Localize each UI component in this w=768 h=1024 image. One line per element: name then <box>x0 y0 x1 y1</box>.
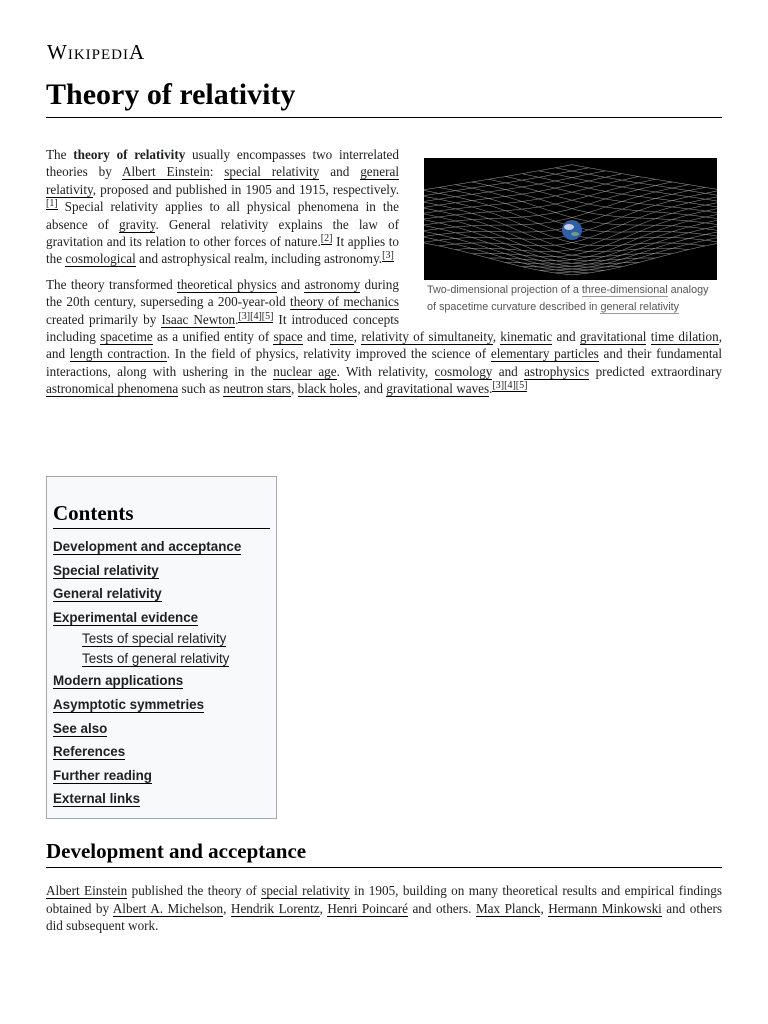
spacetime-curvature-image[interactable] <box>424 158 717 280</box>
toc-item-experimental-evidence[interactable]: Experimental evidence <box>53 609 199 625</box>
link-cosmology[interactable]: cosmology <box>434 363 493 379</box>
article-intro <box>46 146 722 406</box>
title-divider <box>46 117 722 118</box>
link-time[interactable]: time <box>330 329 354 345</box>
toc-item-modern-applications[interactable]: Modern applications <box>53 673 184 689</box>
link-theoretical-physics[interactable]: theoretical physics <box>177 276 277 292</box>
toc-item-further-reading[interactable]: Further reading <box>53 767 152 783</box>
thumbnail-figure <box>424 158 722 317</box>
link-minkowski[interactable]: Hermann Minkowski <box>548 900 662 916</box>
citation-2[interactable]: [2] <box>320 233 333 245</box>
link-lorentz[interactable]: Hendrik Lorentz <box>230 900 320 916</box>
citation-3[interactable]: [3] <box>382 250 394 262</box>
link-theory-of-mechanics[interactable]: theory of mechanics <box>290 294 399 310</box>
toc-item-asymptotic-symmetries[interactable]: Asymptotic symmetries <box>53 696 205 712</box>
link-albert-einstein-2[interactable]: Albert Einstein <box>46 883 128 898</box>
toc-list <box>53 535 270 811</box>
link-gravitational[interactable]: gravitational <box>579 329 647 345</box>
toc-title: Contents <box>53 501 270 529</box>
link-astronomical-phenomena[interactable]: astronomical phenomena <box>46 381 179 397</box>
caption-link-general-relativity[interactable]: general relativity <box>600 300 680 313</box>
citations-3-4-5[interactable]: [3][4][5] <box>238 310 274 322</box>
intro-paragraph-1: The theory of relativity usually encompasses two interrelated theories by Albert Einstein: special relativity and general relativity, proposed and published in 1905 and 1915, respectively.[1] Special relativity applies to all physical phenomena in the absence of gravity. General relativity explains the law of gravitation and its relation to other forces of nature.[2] It applies to the cosmological and astrophysical realm, including astronomy.[3] <box>46 147 399 267</box>
toc-item-references[interactable]: References <box>53 744 126 760</box>
section-heading-development: Development and acceptance <box>46 839 307 863</box>
wikipedia-wordmark[interactable]: WIKIPEDIA <box>47 40 146 64</box>
link-isaac-newton[interactable]: Isaac Newton <box>161 311 236 327</box>
figure-caption: Two-dimensional projection of a three-dimensional analogy of spacetime curvature described in general relativity <box>427 284 709 313</box>
link-astrophysics[interactable]: astrophysics <box>524 363 590 379</box>
page-title: Theory of relativity <box>46 78 296 111</box>
caption-link-three-dimensional[interactable]: three-dimensional <box>581 284 668 296</box>
link-space[interactable]: space <box>273 329 303 345</box>
section-divider <box>46 867 722 868</box>
link-neutron-stars[interactable]: neutron stars <box>223 381 292 397</box>
link-special-relativity[interactable]: special relativity <box>224 164 320 180</box>
link-max-planck[interactable]: Max Planck <box>475 900 541 916</box>
link-michelson[interactable]: Albert A. Michelson <box>112 900 224 916</box>
link-astronomy[interactable]: astronomy <box>304 276 361 292</box>
link-nuclear-age[interactable]: nuclear age <box>273 363 337 379</box>
development-paragraph: Albert Einstein published the theory of special relativity in 1905, building on many theoretical results and empirical findings obtained by Albert A. Michelson, Hendrik Lorentz, Henri Poincaré and others. Max Planck, Hermann Minkowski and others did subsequent work. <box>46 883 723 934</box>
toc-item-external-links[interactable]: External links <box>53 791 141 807</box>
link-kinematic[interactable]: kinematic <box>500 329 553 345</box>
toc-item-special-relativity[interactable]: Special relativity <box>53 562 159 578</box>
toc-item-general-relativity[interactable]: General relativity <box>53 586 162 602</box>
toc-subitem-tests-general[interactable]: Tests of general relativity <box>82 651 230 667</box>
link-poincare[interactable]: Henri Poincaré <box>327 900 408 916</box>
table-of-contents <box>46 476 277 819</box>
link-special-relativity-2[interactable]: special relativity <box>261 883 350 898</box>
link-spacetime[interactable]: spacetime <box>100 329 153 345</box>
link-length-contraction[interactable]: length contraction <box>69 346 167 362</box>
toc-subitem-tests-special[interactable]: Tests of special relativity <box>82 631 227 647</box>
toc-item-see-also[interactable]: See also <box>53 720 108 736</box>
intro-paragraph-2: The theory transformed theoretical physics and astronomy during the 20th century, superseding a 200-year-old theory of mechanics created primarily by Isaac Newton.[3][4][5] It introduced concepts including spacetime as a unified entity of space and time, relativity of simultaneity, kinematic and gravitational time dilation, and length contraction. In the field of physics, relativity improved the science of elementary particles and their fundamental interactions, along with ushering in the nuclear age. With relativity, cosmology and astrophysics predicted extraordinary astronomical phenomena such as neutron stars, black holes, and gravitational waves.[3][4][5] <box>46 276 723 397</box>
toc-item-development[interactable]: Development and acceptance <box>53 539 242 554</box>
link-elementary-particles[interactable]: elementary particles <box>490 346 599 362</box>
link-gravity[interactable]: gravity <box>118 216 156 232</box>
link-gravitational-waves[interactable]: gravitational waves <box>386 381 490 397</box>
link-cosmological[interactable]: cosmological <box>65 251 136 267</box>
link-time-dilation[interactable]: time dilation <box>650 329 719 345</box>
link-general-relativity[interactable]: general relativity <box>46 164 399 197</box>
link-albert-einstein[interactable]: Albert Einstein <box>121 164 210 180</box>
link-relativity-of-simultaneity[interactable]: relativity of simultaneity <box>361 329 493 345</box>
citations-3-4-5-b[interactable]: [3][4][5] <box>492 380 528 392</box>
link-black-holes[interactable]: black holes <box>297 381 358 397</box>
citation-1[interactable]: [1] <box>46 198 58 210</box>
